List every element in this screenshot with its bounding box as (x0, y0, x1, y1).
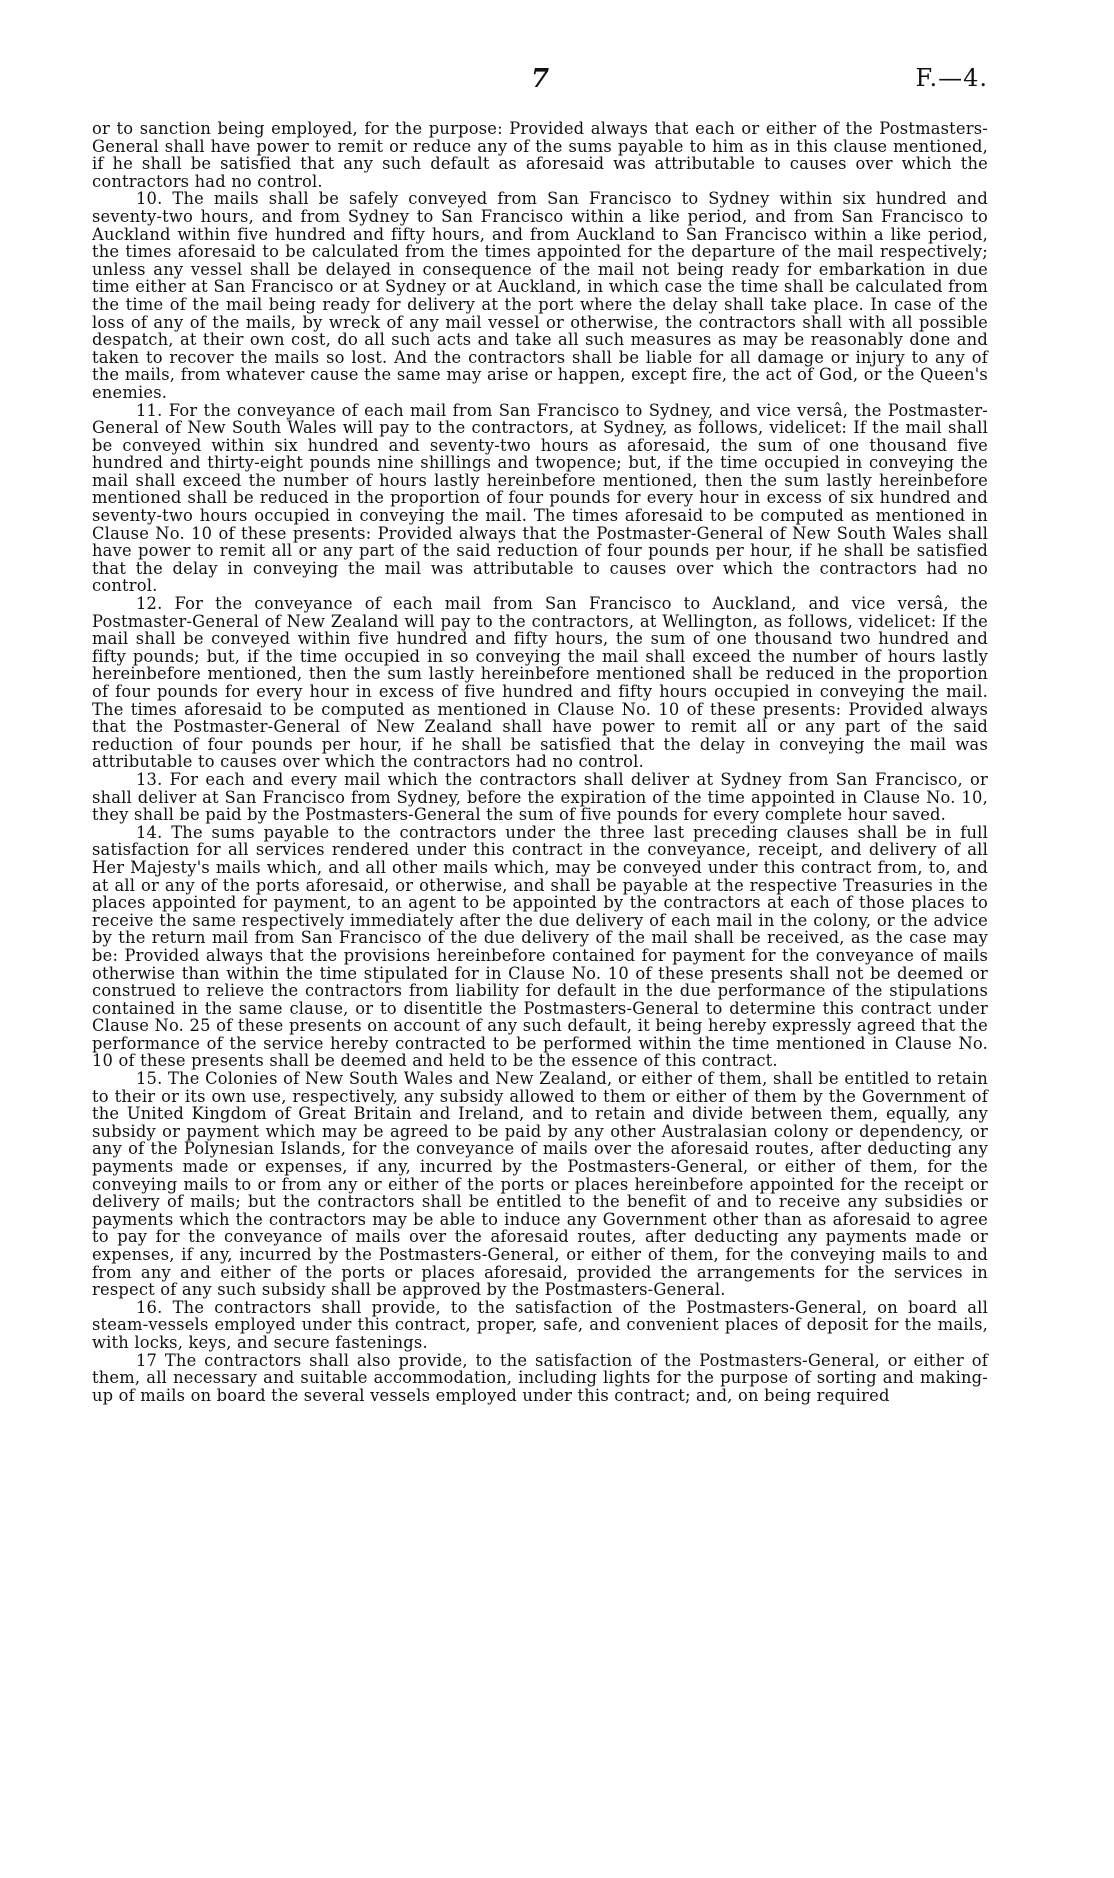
paragraph-clause-11: 11. For the conveyance of each mail from San Francisco to Sydney, and vice versâ, the Postmaster-General of New South Wales will pay to the contractors, at Sydney, as follows, videlicet: If the mail shall be conveyed within six hundred and seventy-two hours as aforesaid, the sum of one thousand five hundred and thirty-eight pounds nine shillings and twopence; but, if the time occupied in conveying the mail shall exceed the number of hours lastly hereinbefore mentioned, then the sum lastly hereinbefore mentioned shall be reduced in the proportion of four pounds for every hour in excess of six hundred and seventy-two hours occupied in conveying the mail. The times aforesaid to be computed as mentioned in Clause No. 10 of these presents: Provided always that the Postmaster-General of New South Wales shall have power to remit all or any part of the said reduction of four pounds per hour, if he shall be satisfied that the delay in conveying the mail was attributable to causes over which the contractors had no control. (92, 400, 988, 596)
paragraph-clause-12: 12. For the conveyance of each mail from San Francisco to Auckland, and vice versâ, the Postmaster-General of New Zealand will pay to the contractors, at Wellington, as follows, videlicet: If the mail shall be conveyed within five hundred and fifty hours, the sum of one thousand two hundred and fifty pounds; but, if the time occupied in so conveying the mail shall exceed the number of hours lastly hereinbefore mentioned, then the sum lastly hereinbefore mentioned shall be reduced in the proportion of four pounds for every hour in excess of five hundred and fifty hours occupied in conveying the mail. The times aforesaid to be computed as mentioned in Clause No. 10 of these presents: Provided always that the Postmaster-General of New Zealand shall have power to remit all or any part of the said reduction of four pounds per hour, if he shall be satisfied that the delay in conveying the mail was attributable to causes over which the contractors had no control. (92, 594, 988, 772)
paragraph-continued: or to sanction being employed, for the purpose: Provided always that each or either of the Postmasters-General shall have power to remit or reduce any of the sums payable to him as in this clause mentioned, if he shall be satisfied that any such default as aforesaid was attributable to causes over which the contractors had no control. (92, 119, 988, 191)
paragraph-clause-16: 16. The contractors shall provide, to the satisfaction of the Postmasters-General, on board all steam-vessels employed under this contract, proper, safe, and convenient places of deposit for the mails, with locks, keys, and secure fastenings. (92, 1297, 988, 1352)
paragraph-clause-13: 13. For each and every mail which the contractors shall deliver at Sydney from San Francisco, or shall deliver at San Francisco from Sydney, before the expiration of the time appointed in Clause No. 10, they shall be paid by the Postmasters-General the sum of five pounds for every complete hour saved. (92, 769, 988, 825)
page-number: 7 (530, 64, 550, 94)
page-header (92, 0, 988, 120)
paragraph-clause-10: 10. The mails shall be safely conveyed from San Francisco to Sydney within six hundred and seventy-two hours, and from Sydney to San Francisco within a like period, and from San Francisco to Auckland within five hundred and fifty hours, and from Auckland to San Francisco within a like period, the times aforesaid to be calculated from the times appointed for the departure of the mail respectively; unless any vessel shall be delayed in consequence of the mail not being ready for embarkation in due time either at San Francisco or at Sydney or at Auckland, in which case the time shall be calculated from the time of the mail being ready for delivery at the port where the delay shall take place. In case of the loss of any of the mails, by wreck of any mail vessel or otherwise, the contractors shall with all possible despatch, at their own cost, do all such acts and take all such measures as may be reasonably done and taken to recover the mails so lost. And the contractors shall be liable for all damage or injury to any of the mails, from whatever cause the same may arise or happen, except fire, the act of God, or the Queen's enemies. (92, 189, 988, 402)
paragraph-clause-14: 14. The sums payable to the contractors under the three last preceding clauses shall be in full satisfaction for all services rendered under this contract in the conveyance, receipt, and delivery of all Her Majesty's mails which, and all other mails which, may be conveyed under this contract from, to, and at all or any of the ports aforesaid, or otherwise, and shall be payable at the respective Treasuries in the places appointed for payment, to an agent to be appointed by the contractors at each of those places to receive the same respectively immediately after the due delivery of each mail in the colony, or the advice by the return mail from San Francisco of the due delivery of the mail shall be received, as the case may be: Provided always that the provisions hereinbefore contained for payment for the conveyance of mails otherwise than within the time stipulated for in Clause No. 10 of these presents shall not be deemed or construed to relieve the contractors from liability for default in the due performance of the stipulations contained in the same clause, or to disentitle the Postmasters-General to determine this contract under Clause No. 25 of these presents on account of any such default, it being hereby expressly agreed that the performance of the service hereby contracted to be performed within the time mentioned in Clause No. 10 of these presents shall be deemed and held to be the essence of this contract. (92, 822, 988, 1071)
body-text (92, 120, 988, 1404)
paragraph-clause-17: 17 The contractors shall also provide, to the satisfaction of the Postmasters-General, or either of them, all necessary and suitable accommodation, including lights for the purpose of sorting and making-up of mails on board the several vessels employed under this contract; and, on being required (92, 1350, 988, 1405)
paragraph-clause-15: 15. The Colonies of New South Wales and New Zealand, or either of them, shall be entitled to retain to their or its own use, respectively, any subsidy allowed to them or either of them by the Government of the United Kingdom of Great Britain and Ireland, and to retain and divide between them, equally, any subsidy or payment which may be agreed to be paid by any other Australasian colony or dependency, or any of the Polynesian Islands, for the conveyance of mails over the aforesaid routes, after deducting any payments made or expenses, if any, incurred by the Postmasters-General, or either of them, for the conveying mails to or from any or either of the ports or places hereinbefore appointed for the receipt or delivery of mails; but the contractors shall be entitled to the benefit of and to receive any subsidies or payments which the contractors may be able to induce any Government other than as aforesaid to agree to pay for the conveyance of mails over the aforesaid routes, after deducting any payments made or expenses, if any, incurred by the Postmasters-General, or either of them, for the conveying mails to and from any and either of the ports or places aforesaid, provided the arrangements for the services in respect of any such subsidy shall be approved by the Postmasters-General. (92, 1069, 988, 1300)
document-reference: F.—4. (915, 64, 988, 92)
